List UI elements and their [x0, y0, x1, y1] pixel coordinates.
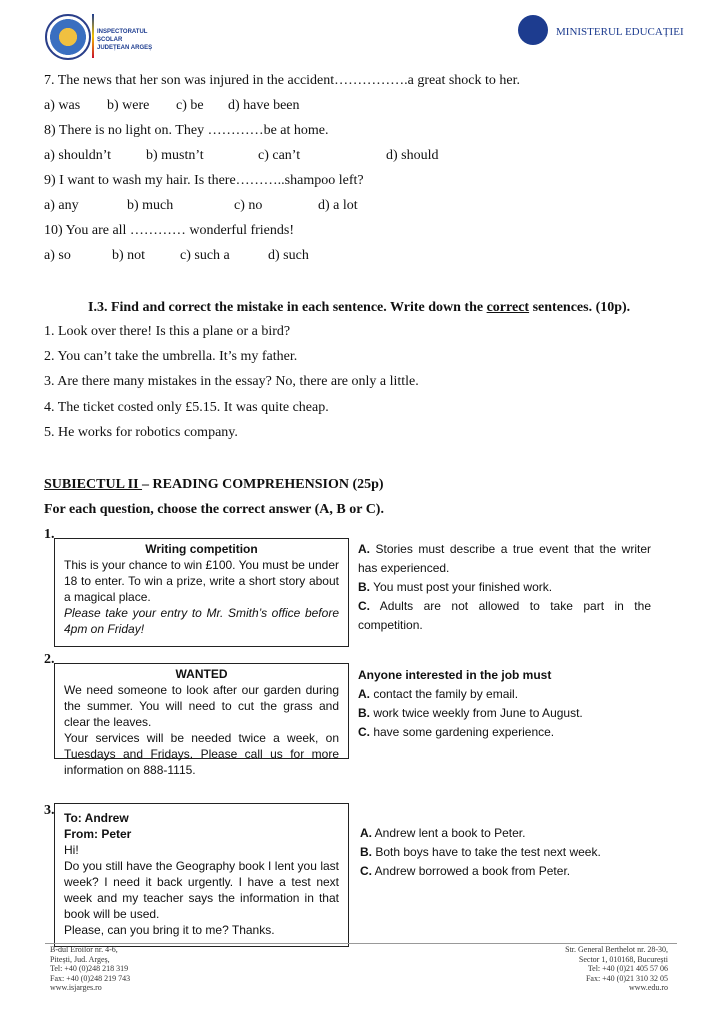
message-line: Hi!	[64, 843, 79, 857]
header-right-logo-text: MINISTERUL EDUCAȚIEI	[556, 26, 684, 38]
option: c) no	[234, 198, 263, 213]
footer-divider	[45, 943, 677, 944]
answer-c[interactable]: C. Andrew borrowed a book from Peter.	[360, 864, 571, 878]
header-right-logo	[518, 15, 548, 45]
header-divider	[92, 14, 94, 58]
option: c) be	[176, 98, 204, 113]
answer-a[interactable]: A. Stories must describe a true event that the writer has experienced.	[358, 542, 651, 575]
option: b) were	[107, 98, 150, 113]
section-ii-title	[44, 477, 384, 493]
option: d) should	[386, 148, 439, 163]
option: a) so	[44, 248, 71, 263]
title-underlined: SUBIECTUL II	[44, 477, 143, 492]
option: b) mustn’t	[146, 148, 204, 163]
notice-box	[54, 538, 349, 647]
reading-number: 1.	[44, 527, 55, 542]
answer-c[interactable]: C. have some gardening experience.	[358, 725, 555, 739]
notice-italic: Please take your entry to Mr. Smith’s office before 4pm on Friday!	[64, 606, 339, 636]
section-i3-title	[88, 300, 630, 316]
footer-link[interactable]: www.edu.ro	[628, 983, 668, 992]
reading-number: 3.	[44, 803, 55, 818]
title-part: I.3. Find and correct the mistake in each sentence. Write down the	[88, 300, 487, 315]
option: a) any	[44, 198, 79, 213]
message-line: Do you still have the Geography book I lent you last week? I need it back urgently. I have a test next week and my teacher says the information in that book will be used.	[64, 859, 339, 921]
option: a) shouldn’t	[44, 148, 112, 163]
option: b) much	[127, 198, 174, 213]
footer-left: B-dul Eroilor nr. 4-6, Pitești, Jud. Argeș, Tel: +40 (0)248 218 319 Fax: +40 (0)248 219 743 www.isjarges.ro	[50, 945, 131, 992]
answers-1	[358, 540, 651, 635]
question-7: 7. The news that her son was injured in the accident…………….a great shock to her.	[44, 73, 521, 88]
option: d) a lot	[318, 198, 358, 213]
notice-text: We need someone to look after our garden during the summer. You will need to cut the grass and clear the leaves.	[64, 683, 339, 729]
question-8: 8) There is no light on. They …………be at home.	[44, 123, 329, 138]
answer-a[interactable]: A. Andrew lent a book to Peter.	[360, 826, 526, 840]
option: c) can’t	[258, 148, 301, 163]
option: b) not	[112, 248, 146, 263]
option: c) such a	[180, 248, 230, 263]
option: d) such	[268, 248, 309, 263]
answers-2	[358, 666, 651, 742]
notice-box	[54, 663, 349, 777]
answer-a[interactable]: A. contact the family by email.	[358, 687, 519, 701]
answer-prompt: Anyone interested in the job must	[358, 668, 552, 682]
answer-b[interactable]: B. Both boys have to take the test next week.	[360, 845, 601, 859]
i3-item: 4. The ticket costed only £5.15. It was quite cheap.	[44, 400, 329, 415]
notice-title: Writing competition	[145, 542, 258, 556]
notice-text: Your services will be needed twice a week, on Tuesdays and Fridays. Please call us for more information on 888-1115.	[64, 731, 339, 777]
i3-item: 1. Look over there! Is this a plane or a bird?	[44, 324, 291, 339]
notice-title: WANTED	[175, 667, 228, 681]
i3-item: 2. You can’t take the umbrella. It’s my father.	[44, 349, 298, 364]
answer-b[interactable]: B. You must post your finished work.	[358, 580, 553, 594]
title-underlined: correct	[486, 300, 530, 315]
option: a) was	[44, 98, 81, 113]
message-line: Please, can you bring it to me? Thanks.	[64, 923, 275, 937]
footer-right: Str. General Berthelot nr. 28-30, Sector 1, 010168, București Tel: +40 (0)21 405 57 06 Fax: +40 (0)21 310 32 05 www.edu.ro	[565, 945, 668, 992]
section-ii-instruction: For each question, choose the correct answer (A, B or C).	[44, 502, 384, 517]
i3-item: 3. Are there many mistakes in the essay? No, there are only a little.	[44, 374, 419, 389]
reading-number: 2.	[44, 652, 55, 667]
option: d) have been	[228, 98, 300, 113]
answer-b[interactable]: B. work twice weekly from June to August.	[358, 706, 583, 720]
header-left-logo-text: INSPECTORATUL ȘCOLAR JUDEȚEAN ARGEȘ	[97, 29, 153, 51]
answers-3	[360, 824, 653, 881]
notice-text: This is your chance to win £100. You must be under 18 to enter. To win a prize, write a short story about a magical place.	[64, 558, 339, 604]
message-to: To: Andrew	[64, 811, 129, 825]
answer-c[interactable]: C. Adults are not allowed to take part in the competition.	[358, 599, 651, 632]
message-box	[54, 803, 349, 947]
title-part: sentences. (10p).	[529, 300, 631, 315]
question-9: 9) I want to wash my hair. Is there………..shampoo left?	[44, 173, 364, 188]
footer-link[interactable]: www.isjarges.ro	[50, 983, 102, 992]
title-part: – READING COMPREHENSION (25p)	[142, 477, 384, 492]
message-from: From: Peter	[64, 827, 132, 841]
i3-item: 5. He works for robotics company.	[44, 425, 238, 440]
header-left-logo	[45, 14, 91, 60]
question-10: 10) You are all ………… wonderful friends!	[44, 223, 295, 238]
